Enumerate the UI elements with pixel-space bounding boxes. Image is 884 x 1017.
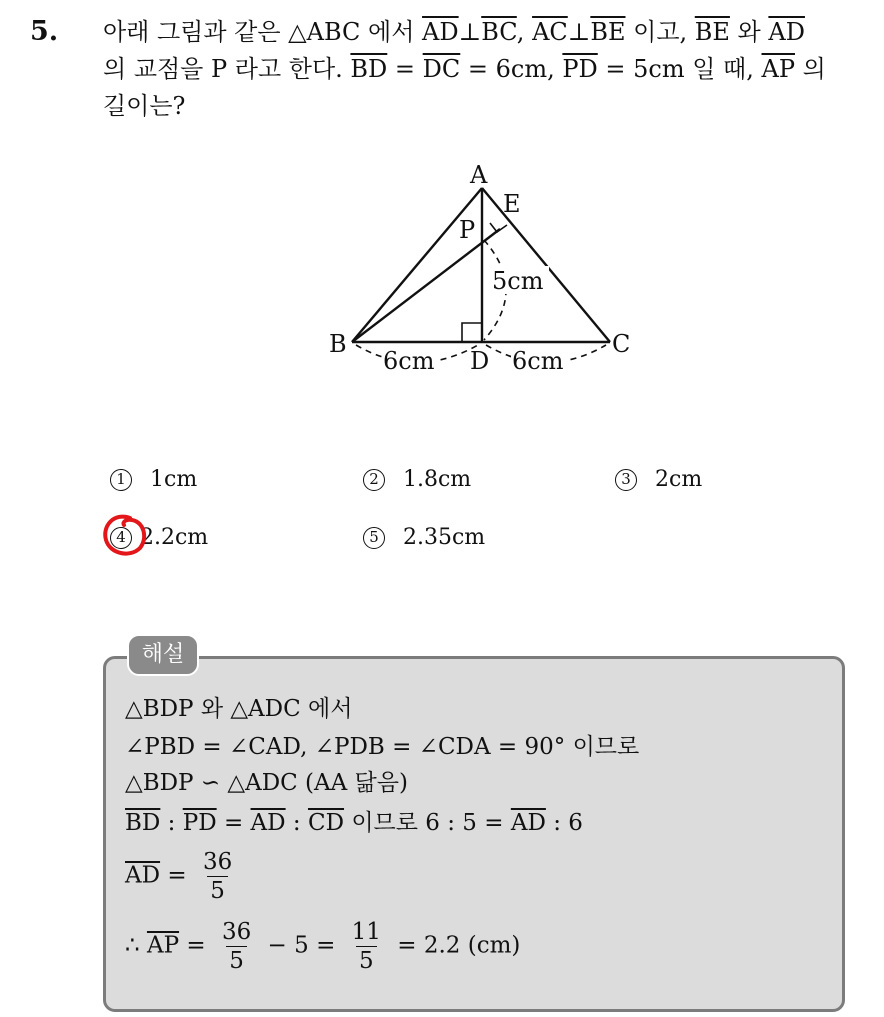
solution-line-6 [125, 918, 520, 975]
question-text-part: = 5cm 일 때, [597, 55, 762, 83]
solution-line-1: △BDP 와 △ADC 에서 [125, 696, 353, 722]
equals-sign: = [179, 932, 213, 959]
segment-BD: $\overline{BD}$ [125, 810, 161, 836]
choice-number: 3 [615, 469, 637, 491]
segment-BD: $\overline{BD}$ [350, 55, 388, 83]
segment-AD: $\overline{AD}$ [125, 862, 161, 889]
choice-5[interactable] [363, 525, 485, 550]
triangle-diagram [318, 150, 648, 390]
equals-sign: = [216, 810, 251, 836]
segment-BE: $\overline{BE}$ [694, 18, 730, 46]
choice-text: 2cm [655, 467, 703, 492]
question-text-part: 아래 그림과 같은 △ABC 에서 [103, 18, 423, 46]
choice-1[interactable] [110, 467, 197, 492]
right-angle-D [462, 323, 482, 342]
label-A: A [470, 161, 488, 189]
denominator: 5 [226, 946, 247, 975]
question-text-part: 이고, [625, 18, 695, 46]
question-text-part: 의 [794, 55, 826, 83]
fraction [219, 918, 254, 975]
question-line-3: 길이는? [103, 92, 186, 120]
separator: , [516, 18, 533, 46]
choice-text: 2.2cm [140, 525, 209, 550]
solution-text-part: : 6 [545, 810, 583, 836]
equals-sign: = [160, 862, 194, 889]
label-C: C [612, 330, 631, 358]
label-E: E [503, 190, 521, 218]
segment-BC: $\overline{BC}$ [481, 18, 517, 46]
fraction [200, 848, 235, 905]
solution-line-3: △BDP ∽ △ADC (AA 닮음) [125, 770, 408, 796]
perp-symbol: ⊥ [567, 18, 591, 46]
question-text-part: = 6cm, [460, 55, 563, 83]
question-text-part: 와 [729, 18, 769, 46]
question-text [103, 14, 863, 125]
solution-text-part: − 5 = [260, 932, 343, 959]
answer-mark-circle [100, 510, 152, 562]
segment-AD: $\overline{AD}$ [422, 18, 459, 46]
choice-number: 5 [363, 527, 385, 549]
colon: : [285, 810, 308, 836]
segment-AD: $\overline{AD}$ [768, 18, 805, 46]
numerator: 36 [221, 919, 252, 945]
choice-text: 1cm [150, 467, 198, 492]
segment-AC: $\overline{AC}$ [532, 18, 568, 46]
answer-mark-stroke [105, 517, 144, 554]
solution-text-part: 이므로 6 : 5 = [344, 810, 511, 836]
label-D: D [470, 347, 490, 375]
numerator: 11 [351, 919, 381, 945]
segment-CD: $\overline{CD}$ [307, 810, 345, 836]
segment-PD: $\overline{PD}$ [182, 810, 217, 836]
length-BD: 6cm [383, 347, 435, 375]
equals-sign: = [387, 55, 423, 83]
altitude-BE [352, 229, 500, 342]
segment-DC: $\overline{DC}$ [422, 55, 461, 83]
label-P: P [459, 216, 476, 244]
triangle-figure [318, 150, 648, 390]
side-AB [352, 188, 482, 342]
question-number: 5. [30, 16, 59, 47]
numerator: 36 [202, 849, 233, 875]
solution-tag: 해설 [127, 634, 199, 676]
choice-number: 4 [110, 527, 132, 549]
colon: : [160, 810, 183, 836]
choice-text: 2.35cm [403, 525, 486, 550]
choice-number: 2 [363, 469, 385, 491]
segment-AP: $\overline{AP}$ [146, 932, 180, 959]
segment-AD: $\overline{AD}$ [250, 810, 286, 836]
solution-line-2: ∠PBD = ∠CAD, ∠PDB = ∠CDA = 90° 이므로 [125, 734, 640, 760]
therefore-symbol: ∴ [125, 932, 147, 959]
question-line-1 [103, 14, 863, 51]
fraction [349, 918, 384, 975]
right-angle-E [490, 223, 507, 232]
question-text-part: 의 교점을 P 라고 한다. [103, 55, 351, 83]
solution-line-5 [125, 848, 241, 905]
segment-AP: $\overline{AP}$ [761, 55, 795, 83]
side-AC [482, 188, 610, 342]
choice-3[interactable] [615, 467, 702, 492]
denominator: 5 [356, 946, 377, 975]
denominator: 5 [207, 876, 228, 905]
segment-AD: $\overline{AD}$ [510, 810, 546, 836]
solution-line-4 [125, 808, 583, 838]
label-B: B [329, 330, 347, 358]
choice-2[interactable] [363, 467, 471, 492]
perp-symbol: ⊥ [458, 18, 482, 46]
choice-text: 1.8cm [403, 467, 472, 492]
segment-PD: $\overline{PD}$ [562, 55, 598, 83]
length-DC: 6cm [512, 347, 564, 375]
choice-number: 1 [110, 469, 132, 491]
segment-BE: $\overline{BE}$ [590, 18, 626, 46]
question-line-2 [103, 51, 863, 88]
solution-text-part: = 2.2 (cm) [389, 932, 521, 959]
length-PD: 5cm [492, 267, 544, 295]
